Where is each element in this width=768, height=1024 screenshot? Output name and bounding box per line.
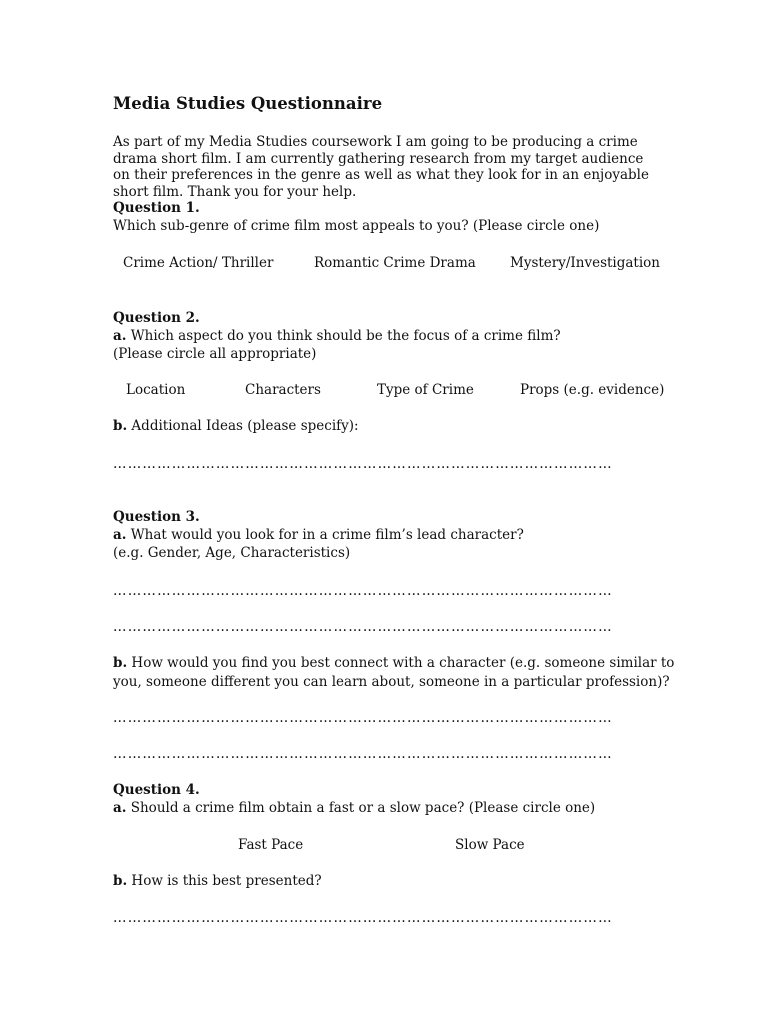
q4a-label: a. <box>113 800 127 816</box>
q3a-note: (e.g. Gender, Age, Characteristics) <box>113 545 351 561</box>
q1-option-mystery[interactable]: Mystery/Investigation <box>510 255 660 271</box>
q2-option-props[interactable]: Props (e.g. evidence) <box>520 382 665 398</box>
q2-option-type-of-crime[interactable]: Type of Crime <box>377 382 474 398</box>
q3a-text: What would you look for in a crime film’s lead character? <box>126 527 524 543</box>
q1-option-crime-action[interactable]: Crime Action/ Thriller <box>123 255 274 271</box>
q4b-text: How is this best presented? <box>127 873 322 889</box>
q3-heading: Question 3. <box>113 509 200 525</box>
q1-text: Which sub-genre of crime film most appeals to you? (Please circle one) <box>113 218 600 234</box>
q4-option-fast-pace[interactable]: Fast Pace <box>238 837 304 853</box>
intro-paragraph: As part of my Media Studies coursework I am going to be producing a crime drama short film. I am currently gathering research from my target audience on their preferences in the genre as well as what they look for in an enjoyable short film. Thank you for your help. <box>113 134 649 200</box>
q2a-question <box>113 328 561 345</box>
q3a-answer-line-1[interactable]: ………………………………………………………………………………………… <box>113 584 613 598</box>
q3b-text-line2: you, someone different you can learn about, someone in a particular profession)? <box>113 674 670 690</box>
page-title: Media Studies Questionnaire <box>113 94 383 113</box>
q2b-text: Additional Ideas (please specify): <box>127 418 359 434</box>
q3b-text-line1: How would you find you best connect with a character (e.g. someone similar to <box>127 655 675 671</box>
q2a-note: (Please circle all appropriate) <box>113 346 317 362</box>
q3b-question <box>113 655 674 672</box>
q3a-answer-line-2[interactable]: ………………………………………………………………………………………… <box>113 620 613 634</box>
q4-option-slow-pace[interactable]: Slow Pace <box>455 837 525 853</box>
q2a-label: a. <box>113 328 127 344</box>
q1-heading: Question 1. <box>113 200 200 216</box>
q3b-answer-line-2[interactable]: ………………………………………………………………………………………… <box>113 747 613 761</box>
q4b-question <box>113 873 322 890</box>
q2-heading: Question 2. <box>113 310 200 326</box>
q4a-text: Should a crime film obtain a fast or a slow pace? (Please circle one) <box>126 800 596 816</box>
q3a-label: a. <box>113 527 127 543</box>
q4b-answer-line[interactable]: ………………………………………………………………………………………… <box>113 911 613 925</box>
q2-option-characters[interactable]: Characters <box>245 382 321 398</box>
q1-option-romantic-crime[interactable]: Romantic Crime Drama <box>314 255 476 271</box>
q2b-label: b. <box>113 418 128 434</box>
q3a-question <box>113 527 524 544</box>
q3b-label: b. <box>113 655 128 671</box>
q4-heading: Question 4. <box>113 782 200 798</box>
q4a-question <box>113 800 595 817</box>
q2b-answer-line[interactable]: ………………………………………………………………………………………… <box>113 457 613 471</box>
q2-option-location[interactable]: Location <box>126 382 186 398</box>
q2b-question <box>113 418 359 435</box>
q2a-text: Which aspect do you think should be the focus of a crime film? <box>126 328 561 344</box>
q3b-answer-line-1[interactable]: ………………………………………………………………………………………… <box>113 711 613 725</box>
q4b-label: b. <box>113 873 128 889</box>
